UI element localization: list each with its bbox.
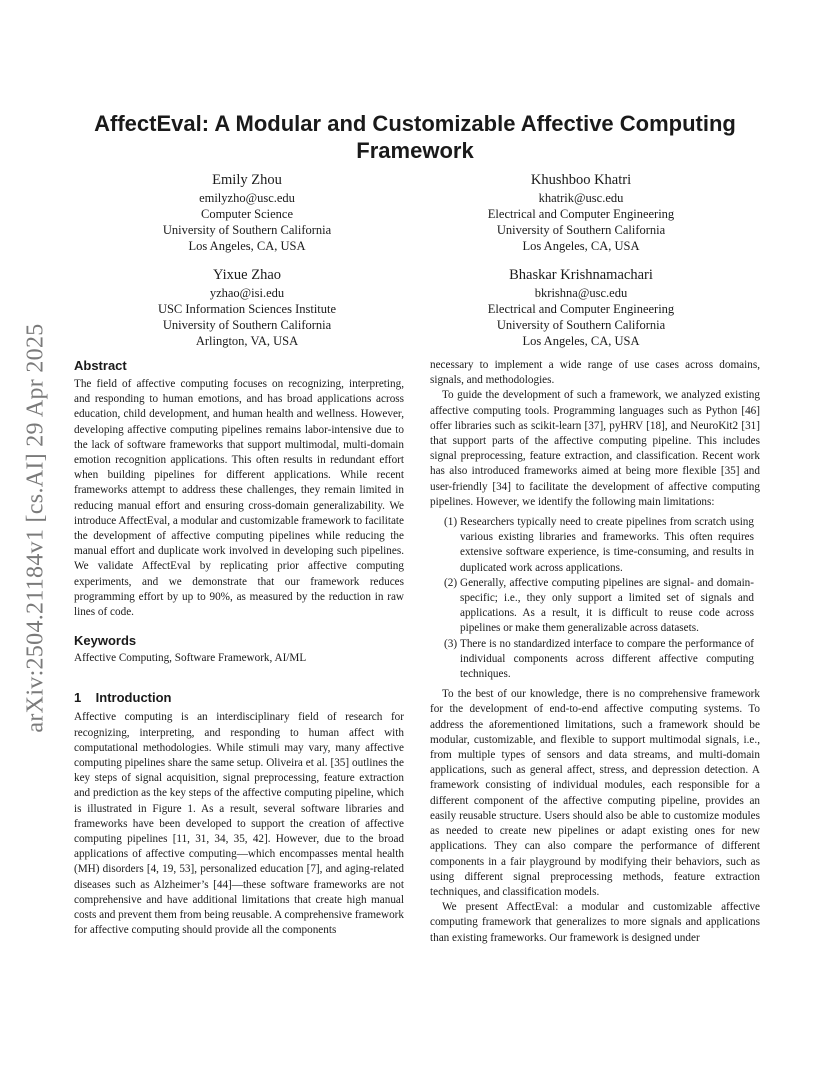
right-column — [430, 358, 760, 946]
author-email[interactable]: emilyzho@usc.edu — [199, 191, 295, 205]
author-email[interactable]: yzhao@isi.edu — [209, 286, 285, 300]
author-block-4 — [431, 265, 731, 349]
arxiv-identifier: arXiv:2504.21184v1 [cs.AI] 29 Apr 2025 — [22, 323, 49, 733]
keywords-text: Affective Computing, Software Framework, AI/ML — [74, 652, 307, 665]
author-name: Yixue Zhao — [212, 267, 282, 283]
list-item-text: There is no standardized interface to compare the performance of individual components across different affective computing techniques. — [460, 637, 754, 681]
author-email[interactable]: khatrik@usc.edu — [538, 191, 624, 205]
author-affiliation: University of Southern California — [162, 318, 332, 332]
author-block-1 — [97, 170, 397, 254]
author-name: Bhaskar Krishnamachari — [509, 267, 653, 283]
author-location: Los Angeles, CA, USA — [522, 239, 640, 253]
list-item — [430, 515, 760, 576]
abstract-text: The field of affective computing focuses on recognizing, interpreting, and responding to human emotions, and has broad applications across education, child development, and human health and wellness. However, developing affective computing pipelines remains labor-intensive due to the lack of software frameworks that support multimodal, multi-domain emotion recognition applications. This often results in redundant effort when building pipelines for different applications. While recent frameworks attempt to address these challenges, they remain limited in reducing manual effort and ensuring cross-domain generalizability. We introduce AffectEval, a modular and customizable framework to facilitate the development of affective computing pipelines while reducing the manual effort and duplicate work involved in developing such pipelines. We validate AffectEval by replicating prior affective computing experiments, and we demonstrate that our framework reduces programming effort by up to 90%, as measured by the reduction in raw lines of code. — [74, 378, 405, 619]
paper-title: AffectEval: A Modular and Customizable Affective Computing Framework — [94, 111, 736, 163]
list-item-number: (2) — [444, 576, 458, 589]
author-name: Emily Zhou — [212, 172, 282, 188]
list-item-number: (3) — [444, 637, 458, 650]
author-department: Computer Science — [201, 207, 293, 221]
limitations-list — [430, 515, 760, 682]
left-column — [74, 358, 404, 939]
author-location: Los Angeles, CA, USA — [522, 334, 640, 348]
author-affiliation: University of Southern California — [496, 318, 666, 332]
introduction-paragraph-continued: necessary to implement a wide range of use cases across domains, signals, and methodologies. — [430, 359, 760, 387]
author-location: Los Angeles, CA, USA — [188, 239, 306, 253]
abstract-heading: Abstract — [74, 358, 127, 373]
introduction-paragraph: Affective computing is an interdisciplinary field of research for recognizing, interpreting, and responding to human affect with computational methodologies. While stimuli may vary, many affective computing pipelines share the same setup. Oliveira et al. [35] outlines the key steps of signal acquisition, signal preprocessing, feature extraction and prediction as the key steps of the affective computing pipeline, which is illustrated in Figure 1. As a result, several software libraries and frameworks have been developed to support the creation of affective computing pipelines [11, 31, 34, 35, 42]. However, due to the broad applications of affective computing—which encompasses mental health (MH) disorders [4, 19, 53], personalized education [7], and aging-related diseases such as Alzheimer’s [44]—these software frameworks are not comprehensive and have additional limitations that create high manual costs and prevent them from being reusable. A comprehensive framework for affective computing should provide all the components — [74, 711, 404, 937]
author-email[interactable]: bkrishna@usc.edu — [534, 286, 628, 300]
list-item-text: Generally, affective computing pipelines are signal- and domain-specific; i.e., they only support a limited set of signals and applications. As a result, it is difficult to reuse code across pipelines or make them generalizable across datasets. — [460, 576, 754, 635]
author-block-3 — [97, 265, 397, 349]
list-item — [430, 576, 760, 637]
author-department: Electrical and Computer Engineering — [487, 207, 675, 221]
list-item-text: Researchers typically need to create pipelines from scratch using various existing libraries and frameworks. This often requires extensive software experience, is time-consuming, and results in duplicated work across applications. — [460, 516, 754, 574]
introduction-paragraph: We present AffectEval: a modular and customizable affective computing framework that generalizes to more signals and applications than existing frameworks. Our framework is designed under — [430, 901, 760, 944]
introduction-paragraph: To the best of our knowledge, there is no comprehensive framework for the development of end-to-end affective computing systems. To address the aforementioned limitations, such a framework should be modular, customizable, and flexible to support multimodal signals, i.e., from multiple types of sensors and data streams, and multi-domain applications, such as general affect, stress, and depression detection. A framework consisting of individual modules, each responsible for a different component of the affective computing pipeline, provides an easily reusable structure. Users should also be able to customize modules as needed to create new pipelines or adapt existing ones for new applications. They can also compare the performance of different components in a fair playground by modifying their behaviors, such as using different signal preprocessing methods, feature extraction techniques, and classification models. — [430, 688, 760, 898]
author-department: USC Information Sciences Institute — [157, 302, 337, 316]
author-department: Electrical and Computer Engineering — [487, 302, 675, 316]
author-name: Khushboo Khatri — [530, 172, 632, 188]
author-affiliation: University of Southern California — [162, 223, 332, 237]
list-item — [430, 637, 760, 683]
author-block-2 — [431, 170, 731, 254]
keywords-heading: Keywords — [74, 633, 137, 649]
author-affiliation: University of Southern California — [496, 223, 666, 237]
introduction-heading: 1 Introduction — [74, 690, 172, 706]
introduction-paragraph: To guide the development of such a framework, we analyzed existing affective computing tools. Programming languages such as Python [46] offer libraries such as scikit-learn [37], pyHRV [18], and NeuroKit2 [31] that support parts of the affective computing pipeline. This includes signal preprocessing, feature extraction, and classification. Recent work has also introduced frameworks aimed at being more flexible [35] and user-friendly [34] to facilitate the development of affective computing pipelines. However, we identify the following main limitations: — [430, 389, 760, 508]
list-item-number: (1) — [444, 516, 458, 529]
author-location: Arlington, VA, USA — [195, 334, 299, 348]
